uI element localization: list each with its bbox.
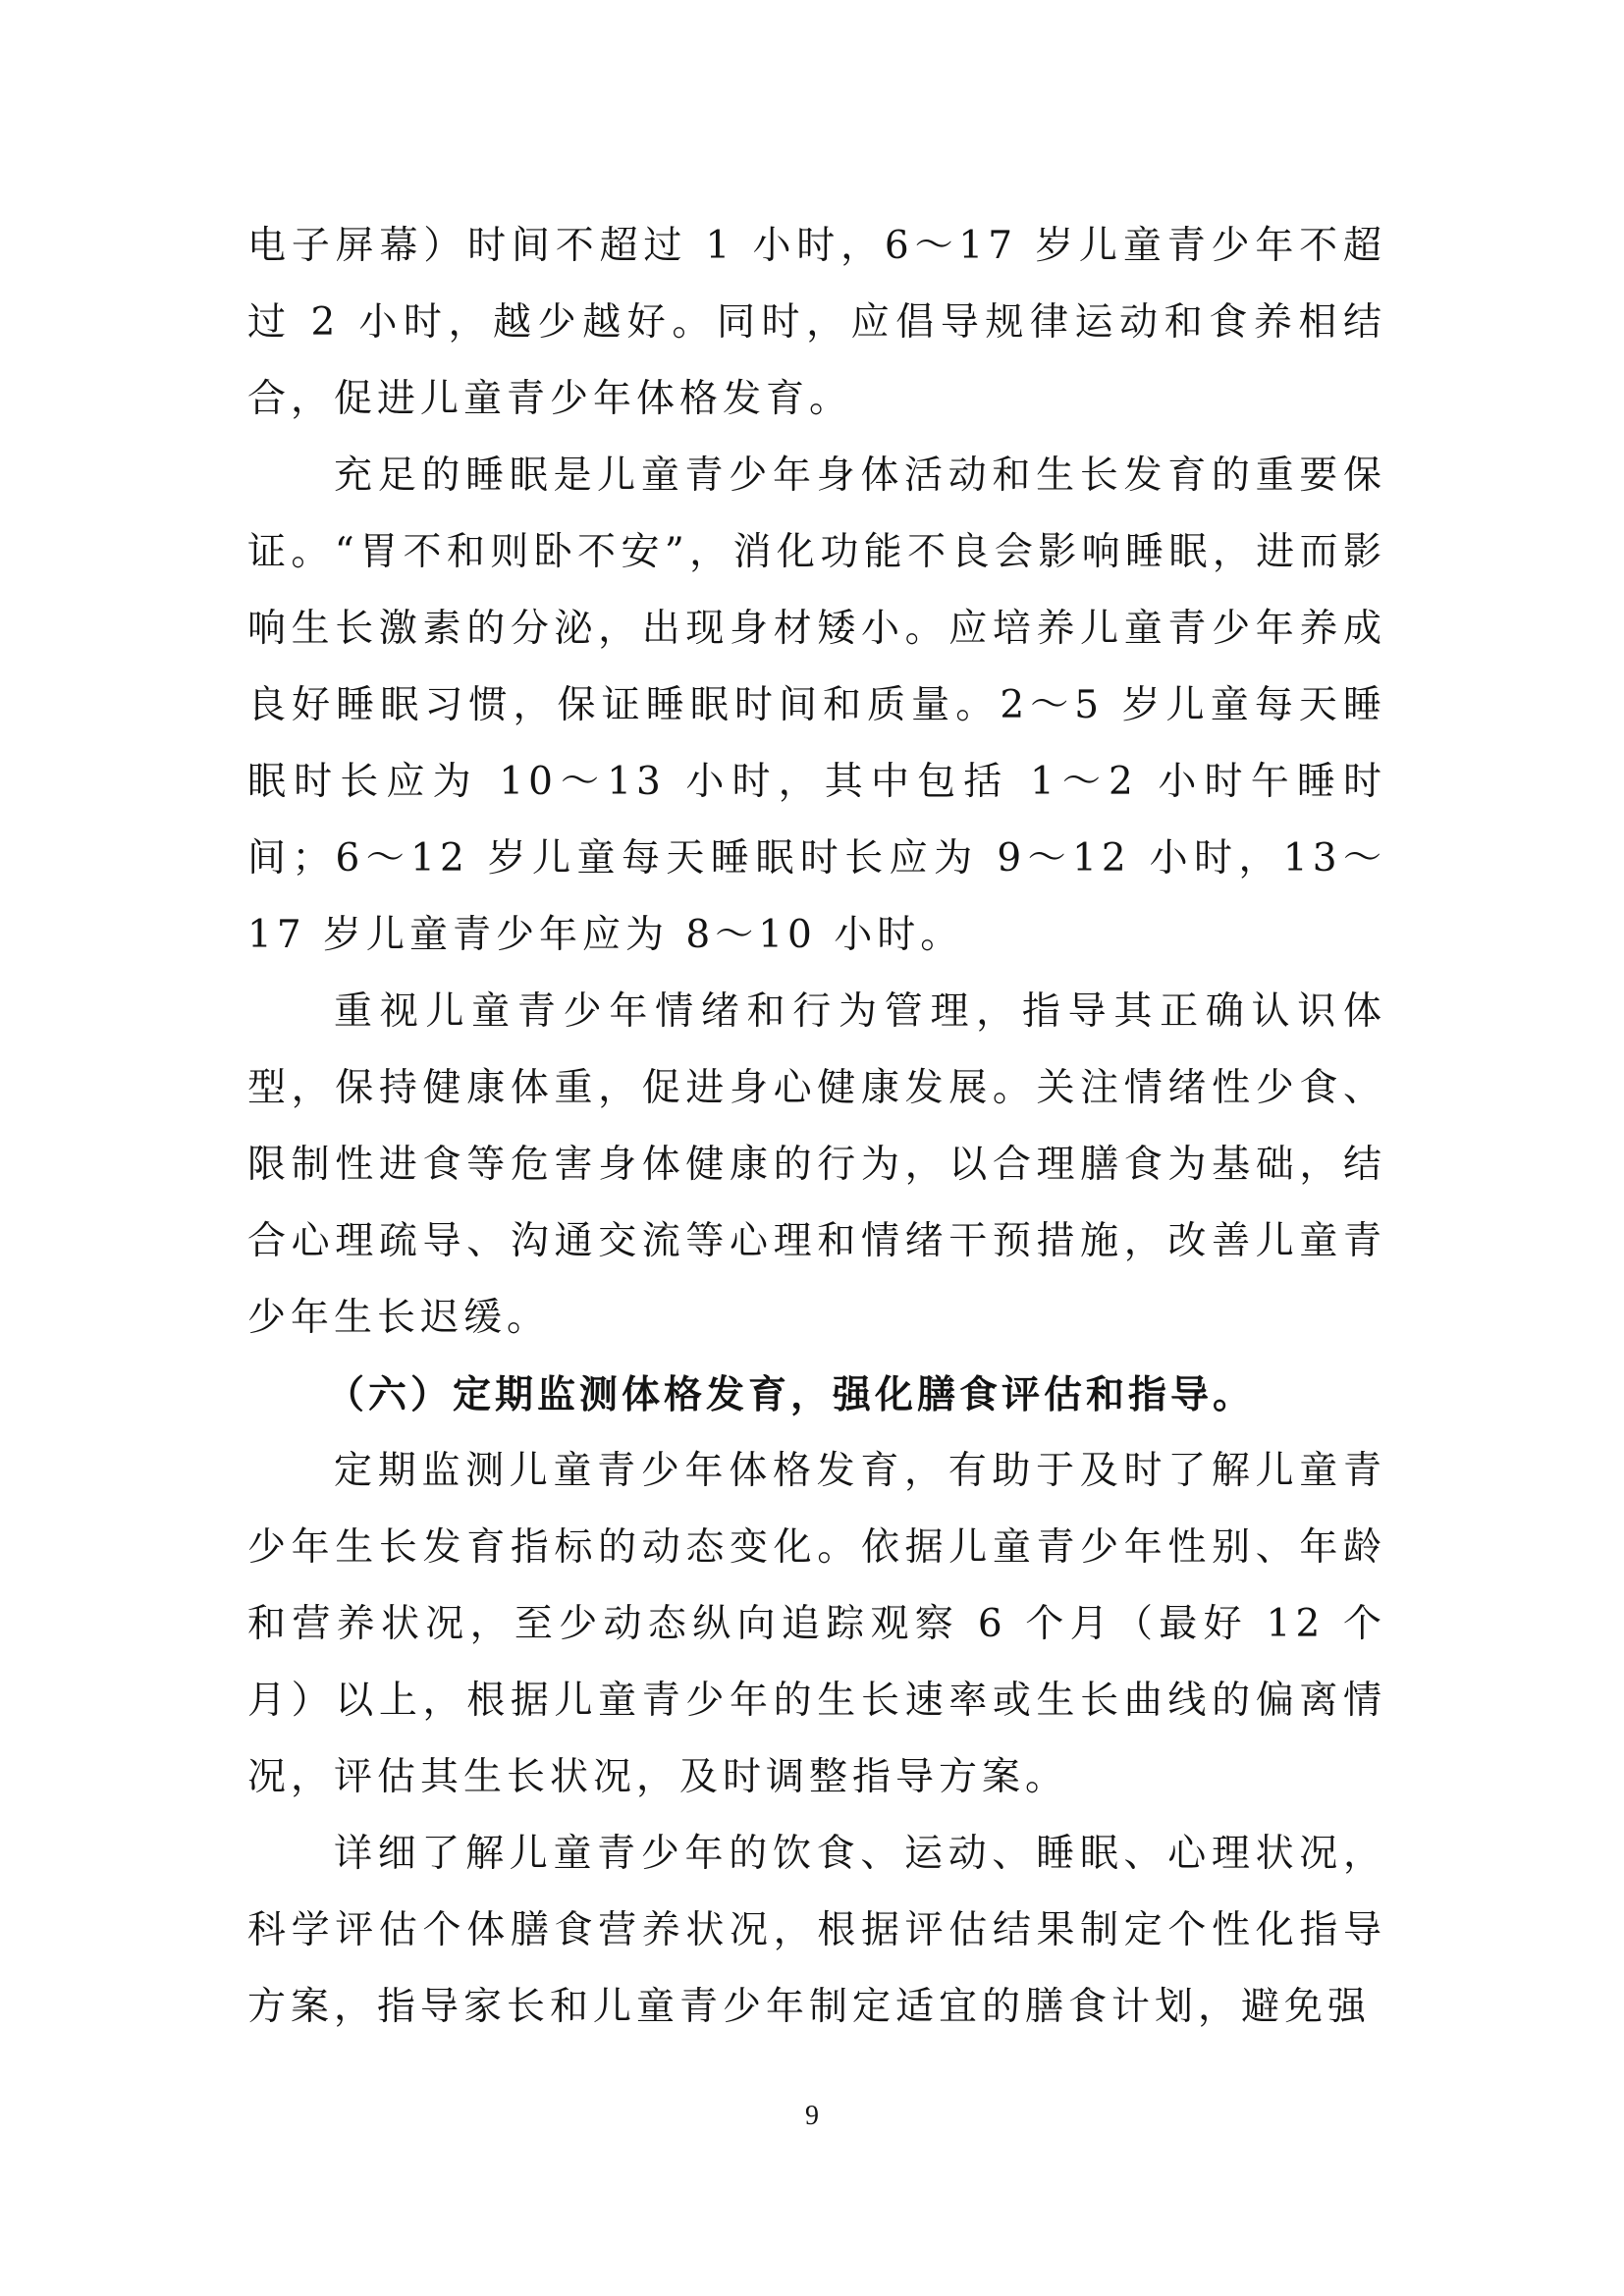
paragraph-sleep: 充足的睡眠是儿童青少年身体活动和生长发育的重要保证。“胃不和则卧不安”，消化功能不良会影响睡眠，进而影响生长激素的分泌，出现身材矮小。应培养儿童青少年养成良好睡眠习惯，保证睡眠时间和质量。2～5 岁儿童每天睡眠时长应为 10～13 小时，其中包括 1～2 小时午睡时间；6～12 岁儿童每天睡眠时长应为 9～12 小时，13～17 岁儿童青少年应为 8～10 小时。 — [247, 454, 1386, 957]
section-heading-6: （六）定期监测体格发育，强化膳食评估和指导。 — [326, 1372, 1256, 1417]
paragraph-dietary-assessment: 详细了解儿童青少年的饮食、运动、睡眠、心理状况，科学评估个体膳食营养状况，根据评估结果制定个性化指导方案，指导家长和儿童青少年制定适宜的膳食计划，避免强 — [247, 1832, 1386, 2029]
paragraph-emotion-behavior: 重视儿童青少年情绪和行为管理，指导其正确认识体型，保持健康体重，促进身心健康发展。关注情绪性少食、限制性进食等危害身体健康的行为，以合理膳食为基础，结合心理疏导、沟通交流等心理和情绪干预措施，改善儿童青少年生长迟缓。 — [247, 989, 1386, 1340]
paragraph-growth-monitoring: 定期监测儿童青少年体格发育，有助于及时了解儿童青少年生长发育指标的动态变化。依据儿童青少年性别、年龄和营养状况，至少动态纵向追踪观察 6 个月（最好 12 个月）以上，根据儿童青少年的生长速率或生长曲线的偏离情况，评估其生长状况，及时调整指导方案。 — [247, 1449, 1386, 1799]
document-body — [247, 208, 1386, 2046]
page-number: 9 — [805, 2101, 819, 2131]
paragraph-screen-time: 电子屏幕）时间不超过 1 小时，6～17 岁儿童青少年不超过 2 小时，越少越好。同时，应倡导规律运动和食养相结合，促进儿童青少年体格发育。 — [247, 224, 1386, 421]
